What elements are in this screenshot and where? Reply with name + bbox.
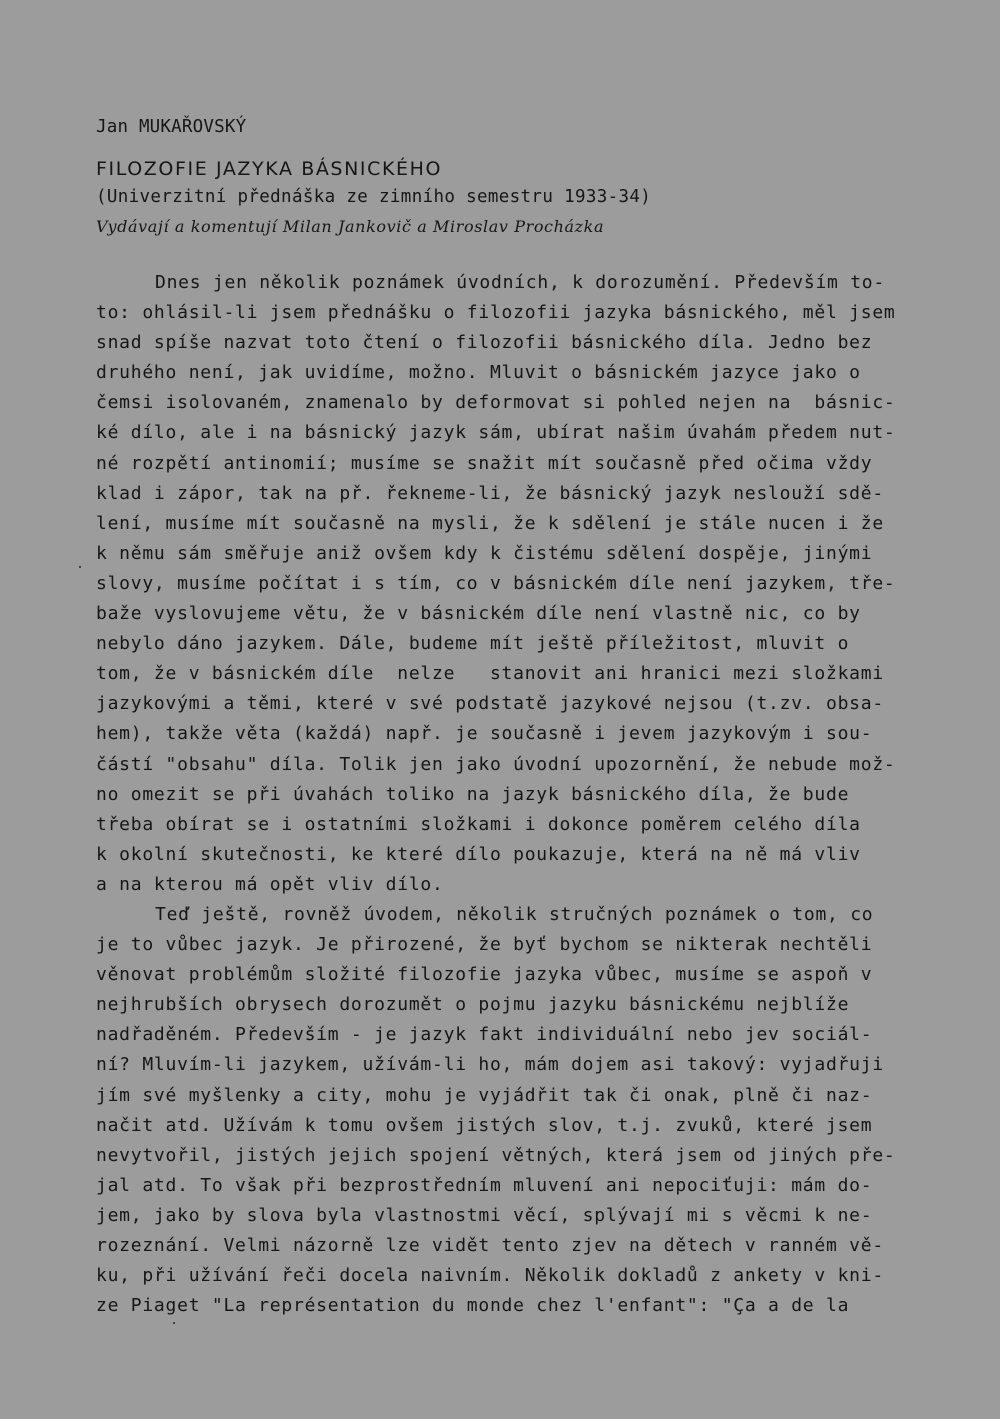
- text-line: věnovat problémům složité filozofie jazyka vůbec, musíme se aspoň v: [96, 964, 873, 986]
- text-line: nejhrubších obrysech dorozumět o pojmu jazyku básnickému nejblíže: [96, 994, 850, 1016]
- text-line: lení, musíme mít současně na mysli, že k sdělení je stále nucen i že: [96, 512, 884, 534]
- text-line: né rozpětí antinomií; musíme se snažit mít současně před očima vždy: [96, 452, 873, 474]
- text-line: a na kterou má opět vliv dílo.: [96, 873, 444, 895]
- editors-note: Vydávají a komentují Milan Jankovič a Miroslav Procházka: [96, 217, 605, 236]
- text-line: druhého není, jak uvidíme, možno. Mluvit o básnickém jazyce jako o: [96, 362, 861, 384]
- text-line: Dnes jen několik poznámek úvodních, k dorozumění. Především to-: [155, 272, 885, 293]
- paragraph: [96, 900, 926, 1321]
- text-line: k okolní skutečnosti, ke které dílo poukazuje, která na ně má vliv: [96, 843, 861, 865]
- text-line: ní? Mluvím-li jazykem, užívám-li ho, mám dojem asi takový: vyjadřuji: [96, 1054, 884, 1076]
- text-line: no omezit se při úvahách toliko na jazyk básnického díla, že bude: [96, 783, 850, 805]
- text-line: snad spíše nazvat toto čtení o filozofii básnického díla. Jedno bez: [96, 332, 873, 354]
- text-line: Teď ještě, rovněž úvodem, několik stručných poznámek o tom, co: [155, 903, 874, 925]
- text-line: to: ohlásil-li jsem přednášku o filozofii jazyka básnického, měl jsem: [96, 302, 896, 324]
- text-line: jím své myšlenky a city, mohu je vyjádřit tak či onak, plně či naz-: [96, 1084, 873, 1106]
- text-line: je to vůbec jazyk. Je přirozené, že byť bychom se nikterak nechtěli: [96, 934, 873, 956]
- text-line: slovy, musíme počítat i s tím, co v básnickém díle není jazykem, tře-: [96, 572, 896, 594]
- document-header: [96, 112, 916, 242]
- scan-speck: [173, 1322, 175, 1324]
- text-line: rozeznání. Velmi názorně lze vidět tento zjev na dětech v ranném vě-: [96, 1235, 884, 1256]
- paragraph: [96, 268, 926, 900]
- text-line: načit atd. Užívám k tomu ovšem jistých slov, t.j. zvuků, které jsem: [96, 1114, 873, 1136]
- text-line: klad i zápor, tak na př. řekneme-li, že básnický jazyk neslouží sdě-: [96, 482, 884, 504]
- document-subtitle: (Univerzitní přednáška ze zimního semestru 1933-34): [96, 187, 652, 207]
- text-line: tom, že v básnickém díle nelze stanovit ani hranici mezi složkami: [96, 663, 884, 685]
- text-line: hem), takže věta (každá) např. je současně i jevem jazykovým i sou-: [96, 723, 873, 745]
- text-line: baže vyslovujeme větu, že v básnickém díle není vlastně nic, co by: [96, 603, 861, 625]
- text-line: nebylo dáno jazykem. Dále, budeme mít ještě příležitost, mluvit o: [96, 633, 850, 655]
- scan-speck: [79, 566, 81, 568]
- text-line: třeba obírat se i ostatními složkami i dokonce poměrem celého díla: [96, 813, 861, 835]
- text-line: ze Piaget "La représentation du monde chez l'enfant": "Ça a de la: [96, 1295, 850, 1317]
- text-line: jem, jako by slova byla vlastnostmi věcí, splývají mi s věcmi k ne-: [96, 1204, 873, 1226]
- text-line: částí "obsahu" díla. Tolik jen jako úvodní upozornění, že nebude mož-: [96, 753, 896, 775]
- document-title: FILOZOFIE JAZYKA BÁSNICKÉHO: [96, 158, 443, 180]
- text-line: jal atd. To však při bezprostředním mluvení ani nepociťuji: mám do-: [96, 1174, 873, 1196]
- body-text: [96, 268, 926, 1321]
- text-line: nadřaděném. Především - je jazyk fakt individuální nebo jev sociál-: [96, 1024, 873, 1046]
- text-line: nevytvořil, jistých jejich spojení větných, která jsem od jiných pře-: [96, 1144, 896, 1166]
- text-line: čemsi isolovaném, znamenalo by deformovat si pohled nejen na básnic-: [96, 392, 896, 414]
- text-line: ku, při užívání řeči docela naivním. Několik dokladů z ankety v kni-: [96, 1265, 884, 1287]
- text-line: jazykovými a těmi, které v své podstatě jazykové nejsou (t.zv. obsa-: [96, 693, 884, 715]
- text-line: k němu sám směřuje aniž ovšem kdy k čistému sdělení dospěje, jinými: [96, 542, 873, 564]
- text-line: ké dílo, ale i na básnický jazyk sám, ubírat našim úvahám předem nut-: [96, 422, 896, 444]
- author-name: Jan MUKAŘOVSKÝ: [96, 117, 247, 137]
